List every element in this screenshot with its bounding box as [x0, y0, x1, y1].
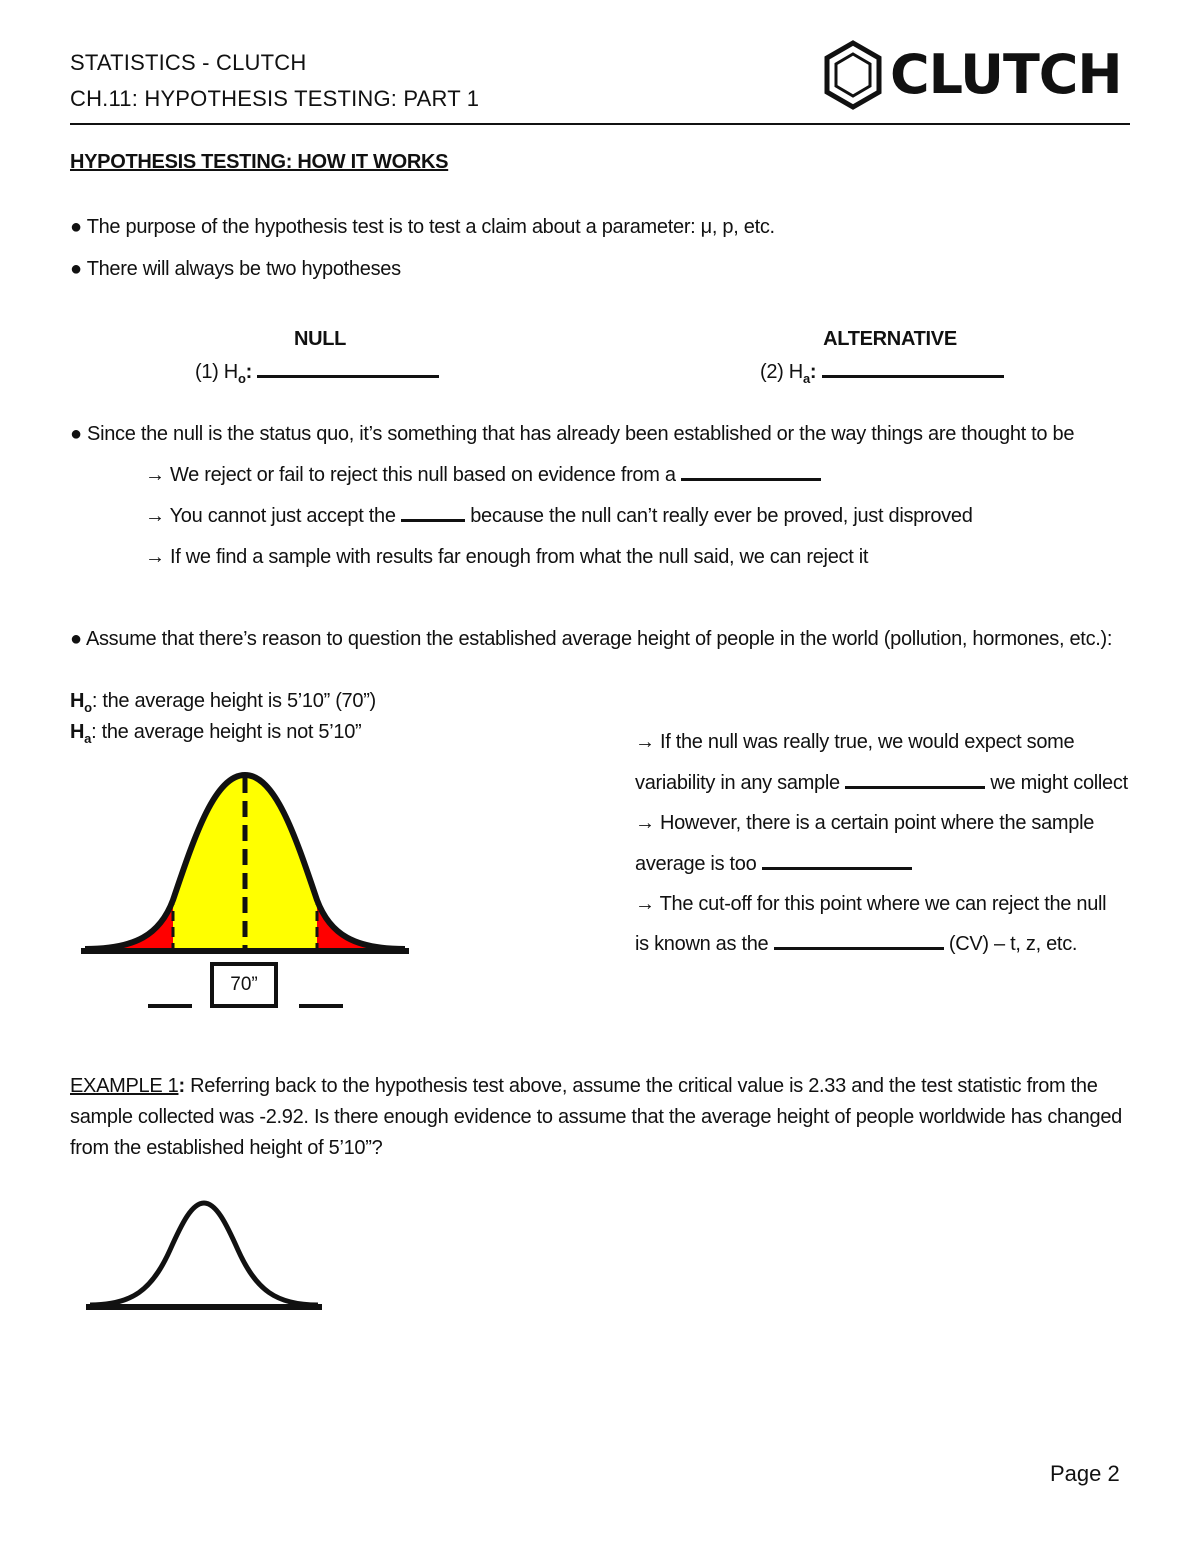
right-line-2-text-b: we might collect: [990, 772, 1128, 794]
right-line-6-text-b: (CV) – t, z, etc.: [948, 933, 1078, 955]
example-bell-curve: [82, 1195, 327, 1315]
bullet-two-hypotheses: [70, 257, 401, 281]
critical-value-blank[interactable]: [774, 946, 944, 950]
bell-curve-diagram: [75, 765, 415, 965]
header-chapter-title: CH.11: HYPOTHESIS TESTING: PART 1: [70, 86, 480, 111]
header-course-title: STATISTICS - CLUTCH: [70, 50, 307, 75]
right-line-5: → The cut-off for this point where we can reject the null: [635, 893, 1107, 915]
ha-subscript: a: [84, 731, 92, 746]
sample-blank[interactable]: [681, 477, 821, 481]
ha-statement: [70, 720, 361, 747]
example-text: Referring back to the hypothesis test above, assume the critical value is 2.33 and the test statistic from the sample collected was -2.92. Is there enough evidence to assume that the average height of people worldwide has changed from the established height of 5’10”?: [70, 1075, 1122, 1159]
right-line-2-text-a: variability in any sample: [635, 772, 840, 794]
bullet-two-hypotheses-text: There will always be two hypotheses: [86, 258, 401, 280]
bullet-dot: ●: [70, 258, 87, 280]
alternative-hypothesis-line: (2) $H_a$:: [760, 360, 1004, 387]
bullet-status-quo: [70, 422, 1074, 446]
header-divider: [70, 123, 1130, 125]
statistics-blank[interactable]: [845, 785, 985, 789]
alternative-blank[interactable]: [822, 374, 1004, 378]
arrow-reject-evidence-text: → We reject or fail to reject this null based on evidence from a: [145, 464, 676, 486]
h0-label: H: [70, 690, 85, 712]
arrow-cannot-accept-text-a: → You cannot just accept the: [145, 505, 396, 527]
hexagon-icon: [822, 40, 884, 110]
null-label: (1) H: [195, 361, 238, 383]
logo-wordmark: CLUTCH: [890, 43, 1122, 106]
example-1-paragraph: [70, 1071, 1130, 1164]
bullet-dot: ●: [70, 628, 86, 650]
null-title: NULL: [293, 328, 347, 350]
right-line-2: [635, 771, 1128, 795]
left-critical-blank[interactable]: [148, 1004, 192, 1008]
right-line-1: → If the null was really true, we would expect some: [635, 731, 1075, 753]
bullet-dot: ●: [70, 423, 88, 445]
arrow-reject-far: → If we find a sample with results far enough from what the null said, we can reject it: [145, 546, 869, 568]
ha-label: H: [70, 721, 85, 743]
arrow-cannot-accept: [145, 504, 973, 528]
right-line-4-text: average is too: [635, 853, 757, 875]
bullet-dot: ●: [70, 216, 87, 238]
bullet-purpose-text: The purpose of the hypothesis test is to test a claim about a parameter: μ, p, etc.: [86, 216, 775, 238]
clutch-logo: [822, 40, 1132, 110]
example-colon: :: [178, 1075, 185, 1097]
arrow-cannot-accept-text-b: because the null can’t really ever be proved, just disproved: [470, 505, 973, 527]
right-line-3: → However, there is a certain point where the sample: [635, 812, 1095, 834]
page-number: Page 2: [1050, 1461, 1120, 1486]
null-blank[interactable]: [257, 374, 439, 378]
bullet-assume: [70, 627, 1112, 651]
h0-text: : the average height is 5’10” (70”): [91, 690, 376, 712]
right-line-6-text-a: is known as the: [635, 933, 769, 955]
example-bell-curve-outline: [90, 1203, 318, 1305]
h0-subscript: o: [84, 700, 92, 715]
null-accept-blank[interactable]: [401, 518, 465, 522]
right-critical-blank[interactable]: [299, 1004, 343, 1008]
right-line-4: [635, 852, 912, 876]
alternative-subscript: a: [802, 371, 810, 386]
extreme-blank[interactable]: [762, 866, 912, 870]
example-label: EXAMPLE 1: [70, 1075, 179, 1097]
bullet-status-quo-text: Since the null is the status quo, it’s something that has already been established or the way things are thought to be: [87, 423, 1075, 445]
bullet-purpose: [70, 215, 775, 239]
null-subscript: o: [237, 371, 246, 386]
arrow-reject-evidence: [145, 463, 821, 487]
alternative-title: ALTERNATIVE: [823, 328, 957, 350]
h0-statement: [70, 689, 376, 716]
ha-text: : the average height is not 5’10”: [91, 721, 362, 743]
section-title: HYPOTHESIS TESTING: HOW IT WORKS: [70, 151, 449, 173]
mean-value-box: 70”: [210, 962, 278, 1008]
right-line-6: [635, 932, 1077, 956]
null-hypothesis-line: (1) $H_o$:: [195, 360, 439, 387]
alternative-label: (2) H: [760, 361, 803, 383]
bullet-assume-text: Assume that there’s reason to question the established average height of people in the world (pollution, hormones, etc.):: [85, 628, 1113, 650]
